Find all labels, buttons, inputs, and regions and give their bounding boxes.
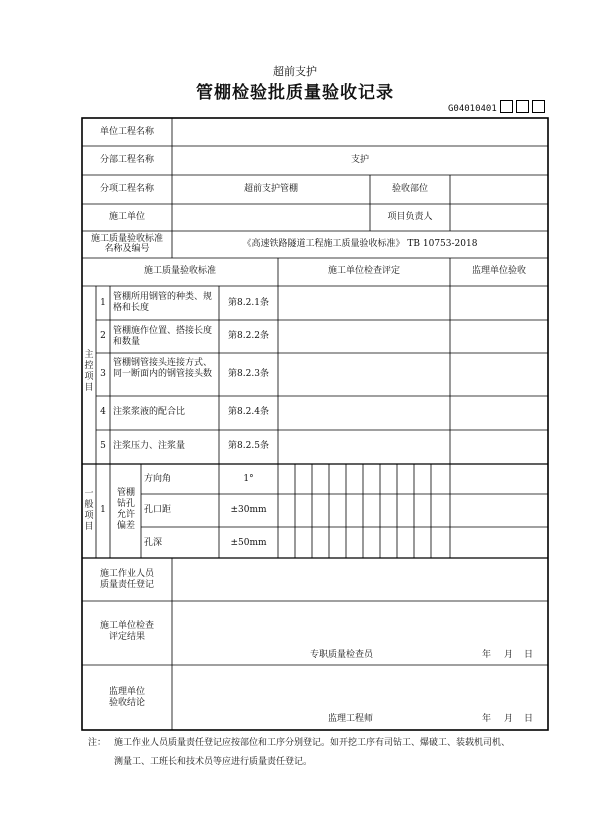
note-prefix: 注： bbox=[88, 738, 107, 748]
main-item-5-clause: 第8.2.5条 bbox=[228, 441, 269, 451]
general-item-no: 1 bbox=[100, 505, 106, 515]
engineer-month: 月 bbox=[504, 714, 514, 724]
main-item-3-clause: 第8.2.3条 bbox=[228, 369, 269, 379]
general-label: 一般项目 bbox=[84, 489, 94, 532]
main-item-4-clause: 第8.2.4条 bbox=[228, 407, 269, 417]
accept-part-label: 验收部位 bbox=[391, 184, 428, 194]
inspector-label: 专职质量检查员 bbox=[310, 650, 374, 660]
main-item-1-no: 1 bbox=[100, 298, 106, 308]
main-item-3-no: 3 bbox=[100, 369, 106, 379]
general-item-3-name: 孔深 bbox=[144, 538, 163, 548]
form-subtitle: 超前支护 bbox=[273, 65, 317, 78]
note-line1: 施工作业人员质量责任登记应按部位和工序分别登记。如开挖工序有司钻工、爆破工、装载机司机、 bbox=[114, 738, 511, 748]
personnel-label-line2: 质量责任登记 bbox=[99, 580, 154, 590]
col-header-construction: 施工单位检查评定 bbox=[327, 266, 400, 276]
inspector-month: 月 bbox=[504, 650, 514, 660]
supervision-result-line2: 验收结论 bbox=[108, 698, 145, 708]
construction-result-label bbox=[82, 621, 172, 643]
supervision-result-label bbox=[82, 687, 172, 709]
sub-project-value[interactable]: 支护 bbox=[350, 155, 369, 165]
note-line2: 测量工、工班长和技术员等应进行质量责任登记。 bbox=[114, 757, 313, 767]
unit-project-label: 单位工程名称 bbox=[99, 127, 154, 137]
main-item-4-no: 4 bbox=[100, 407, 106, 417]
form-code: G04010401 bbox=[448, 104, 497, 114]
form-title: 管棚检验批质量验收记录 bbox=[196, 83, 394, 103]
main-item-2-text: 管棚施作位置、搭接长度和数量 bbox=[113, 326, 213, 347]
main-item-2-no: 2 bbox=[100, 331, 106, 341]
main-item-2-clause: 第8.2.2条 bbox=[228, 331, 269, 341]
engineer-year: 年 bbox=[482, 714, 492, 724]
sub-project-label: 分部工程名称 bbox=[99, 155, 154, 165]
main-item-1-clause: 第8.2.1条 bbox=[228, 298, 269, 308]
col-header-supervision: 监理单位验收 bbox=[471, 266, 526, 276]
col-header-standard: 施工质量验收标准 bbox=[143, 266, 216, 276]
standard-label bbox=[82, 234, 172, 254]
main-item-4-text: 注浆浆液的配合比 bbox=[113, 407, 186, 417]
item-project-label: 分项工程名称 bbox=[99, 184, 154, 194]
item-project-value[interactable]: 超前支护管棚 bbox=[243, 184, 298, 194]
construction-result-line2: 评定结果 bbox=[108, 632, 145, 642]
general-item-3-tolerance: ±50mm bbox=[230, 538, 267, 548]
main-item-1-text: 管棚所用钢管的种类、规格和长度 bbox=[113, 292, 213, 313]
supervision-result-line1: 监理单位 bbox=[108, 687, 145, 697]
general-item-2-tolerance: ±30mm bbox=[230, 505, 267, 515]
main-item-3-text: 管棚钢管接头连接方式、同一断面内的钢管接头数 bbox=[113, 358, 213, 379]
main-item-5-text: 注浆压力、注浆量 bbox=[113, 441, 186, 451]
personnel-label-line1: 施工作业人员 bbox=[99, 569, 154, 579]
general-group-label: 管棚钻孔允许偏差 bbox=[116, 488, 135, 531]
standard-label-line1: 施工质量验收标准 bbox=[90, 234, 163, 244]
inspector-day: 日 bbox=[524, 650, 534, 660]
project-leader-label: 项目负责人 bbox=[387, 212, 433, 222]
general-item-1-tolerance: 1° bbox=[243, 474, 254, 484]
engineer-label: 监理工程师 bbox=[328, 714, 374, 724]
engineer-day: 日 bbox=[524, 714, 534, 724]
standard-label-line2: 名称及编号 bbox=[104, 244, 150, 254]
main-item-5-no: 5 bbox=[100, 441, 106, 451]
personnel-label bbox=[82, 569, 172, 591]
construction-result-line1: 施工单位检查 bbox=[99, 621, 154, 631]
inspector-year: 年 bbox=[482, 650, 492, 660]
standard-value[interactable]: 《高速铁路隧道工程施工质量验收标准》 TB 10753-2018 bbox=[242, 239, 478, 249]
main-control-label: 主控项目 bbox=[84, 350, 94, 393]
general-item-2-name: 孔口距 bbox=[144, 505, 172, 515]
construction-unit-label: 施工单位 bbox=[108, 212, 145, 222]
general-item-1-name: 方向角 bbox=[144, 474, 172, 484]
personnel-field[interactable] bbox=[172, 560, 548, 600]
